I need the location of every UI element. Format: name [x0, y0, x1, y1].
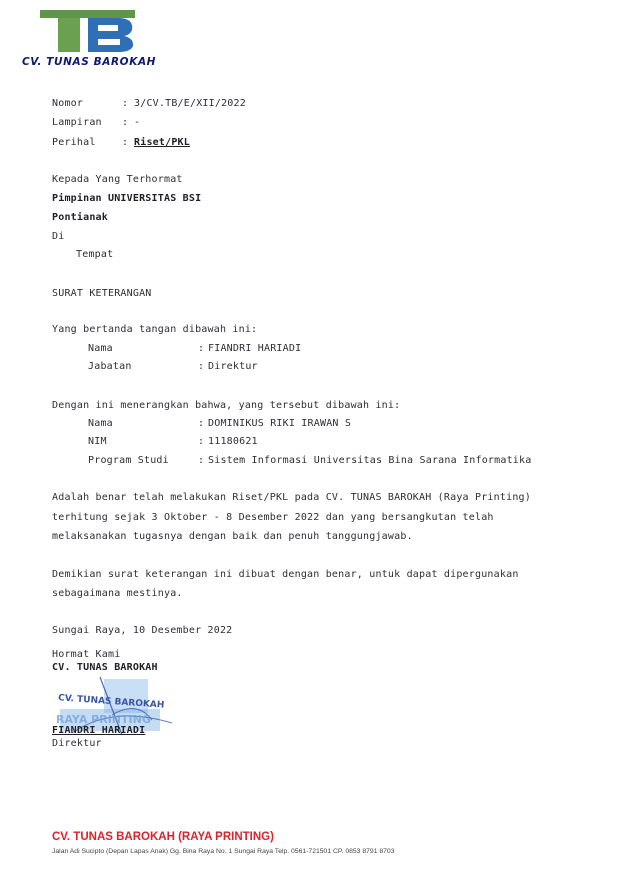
company-logo	[40, 10, 135, 56]
ref-label: Lampiran	[52, 117, 102, 128]
body-line-3: melaksanakan tugasnya dengan baik dan penuh tanggungjawab.	[52, 531, 413, 542]
field-sep: :	[198, 418, 205, 429]
field-label: Jabatan	[88, 361, 132, 372]
field-value: 11180621	[208, 436, 258, 447]
field-label: NIM	[88, 436, 107, 447]
field-sep: :	[198, 343, 205, 354]
document-title: SURAT KETERANGAN	[52, 288, 152, 299]
student-row-nim	[88, 436, 258, 447]
closing-line-1: Demikian surat keterangan ini dibuat dengan benar, untuk dapat dipergunakan	[52, 569, 519, 580]
company-signature-line: CV. TUNAS BAROKAH	[52, 662, 158, 673]
signer-row-jabatan	[88, 361, 258, 372]
field-sep: :	[198, 436, 205, 447]
recipient-di: Di	[52, 231, 65, 242]
signer-intro: Yang bertanda tangan dibawah ini:	[52, 324, 258, 335]
closing-line-2: sebagaimana mestinya.	[52, 588, 183, 599]
footer-address: Jalan Adi Sucipto (Depan Lapas Anak) Gg. Bina Raya No. 1 Sungai Raya Telp. 0561-721501 CP. 0853 8791 8703	[52, 848, 395, 855]
subject-value: Riset/PKL	[134, 137, 190, 148]
body-line-1: Adalah benar telah melakukan Riset/PKL pada CV. TUNAS BAROKAH (Raya Printing)	[52, 492, 531, 503]
student-row-prodi	[88, 455, 531, 466]
ref-row-nomor	[52, 98, 246, 109]
field-value: Direktur	[208, 361, 258, 372]
stamp-subtext: RAYA PRINTING	[56, 713, 151, 726]
student-intro: Dengan ini menerangkan bahwa, yang tersebut dibawah ini:	[52, 400, 401, 411]
ref-sep: :	[122, 117, 129, 128]
field-label: Nama	[88, 418, 113, 429]
ref-value: -	[134, 117, 141, 128]
ref-sep: :	[122, 98, 129, 109]
ref-sep: :	[122, 137, 129, 148]
regards: Hormat Kami	[52, 649, 121, 660]
recipient-greeting: Kepada Yang Terhormat	[52, 174, 183, 185]
ref-row-lampiran	[52, 117, 140, 128]
signer-row-nama	[88, 343, 301, 354]
place-date: Sungai Raya, 10 Desember 2022	[52, 625, 233, 636]
ref-value: 3/CV.TB/E/XII/2022	[134, 98, 246, 109]
field-sep: :	[198, 455, 205, 466]
footer-company: CV. TUNAS BAROKAH (RAYA PRINTING)	[52, 831, 274, 843]
recipient-line1: Pimpinan UNIVERSITAS BSI	[52, 193, 202, 204]
student-row-nama	[88, 418, 351, 429]
field-value: DOMINIKUS RIKI IRAWAN S	[208, 418, 352, 429]
ref-label: Nomor	[52, 98, 84, 109]
field-value: FIANDRI HARIADI	[208, 343, 302, 354]
ref-row-perihal	[52, 137, 190, 148]
company-name: CV. TUNAS BAROKAH	[22, 56, 157, 68]
ref-label: Perihal	[52, 137, 96, 148]
field-label: Nama	[88, 343, 113, 354]
field-sep: :	[198, 361, 205, 372]
signatory-name: FIANDRI HARIADI	[52, 725, 146, 736]
field-value: Sistem Informasi Universitas Bina Sarana Informatika	[208, 455, 532, 466]
body-line-2: terhitung sejak 3 Oktober - 8 Desember 2022 dan yang bersangkutan telah	[52, 512, 494, 523]
recipient-tempat: Tempat	[76, 249, 114, 260]
signatory-title: Direktur	[52, 738, 102, 749]
field-label: Program Studi	[88, 455, 169, 466]
stamp-text: CV. TUNAS BAROKAH	[57, 693, 165, 711]
recipient-line2: Pontianak	[52, 212, 108, 223]
